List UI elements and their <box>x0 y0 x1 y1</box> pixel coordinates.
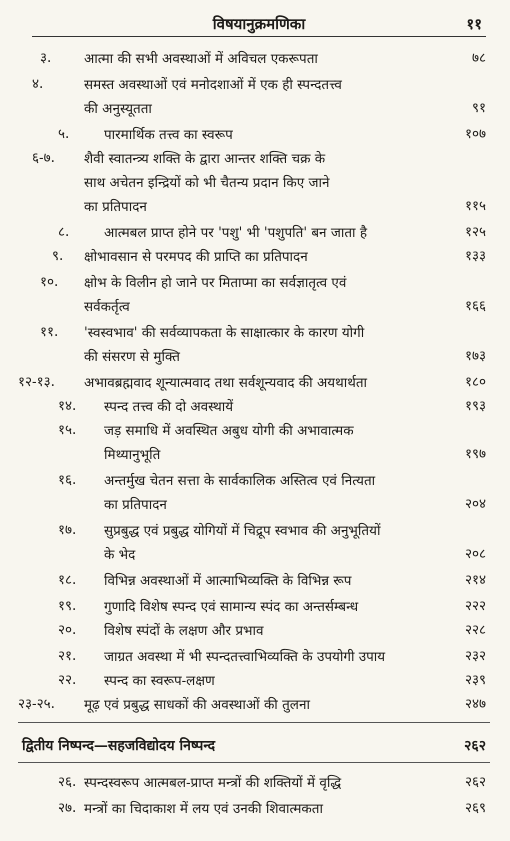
header-page-number: ११ <box>466 15 482 33</box>
entry-title <box>104 222 367 246</box>
entry-number: १२-१३. <box>18 374 55 390</box>
entry-page-number: १३३ <box>464 248 486 264</box>
entry-title-line: क्षोभ के विलीन हो जाने पर मिताप्मा का सर्वज्ञातृत्व एवं <box>84 275 347 291</box>
entry-page-number: २६९ <box>464 800 486 816</box>
entry-title-line: 'स्वस्वभाव' की सर्वव्यापकता के साक्षात्कार के कारण योगी <box>84 325 365 341</box>
entry-number: ६-७. <box>32 150 55 166</box>
entry-number: १७. <box>58 522 77 538</box>
entry-title <box>104 520 380 568</box>
entry-title <box>84 246 308 270</box>
entry-title <box>104 124 233 148</box>
entry-title <box>84 48 318 72</box>
entry-number: २०. <box>58 622 77 638</box>
entry-title-line: का प्रतिपादन <box>84 199 147 215</box>
entry-page-number: ७८ <box>471 50 486 66</box>
entry-number: ३. <box>40 50 52 66</box>
entry-title-line: स्पन्दस्वरूप आत्मबल-प्राप्त मन्त्रों की शक्तियों में वृद्धि <box>84 775 342 791</box>
entry-number: ११. <box>40 324 59 340</box>
entry-page-number: १०७ <box>464 126 486 142</box>
entry-title-line: आत्मा की सभी अवस्थाओं में अविचल एकरूपता <box>84 51 318 67</box>
entry-title-line: क्षोभावसान से परमपद की प्राप्ति का प्रतिपादन <box>84 249 308 265</box>
entry-number: १९. <box>58 598 77 614</box>
entry-title-line: सर्वकर्तृत्व <box>84 299 130 315</box>
entry-title <box>84 694 310 718</box>
entry-page-number: ११५ <box>464 198 486 214</box>
section-underline <box>18 762 490 763</box>
entry-title-line: की संसरण से मुक्ति <box>84 349 180 365</box>
entry-number: २७. <box>58 800 77 816</box>
entry-title <box>104 646 385 670</box>
entry-page-number: २२२ <box>464 598 486 614</box>
section-divider <box>18 722 490 723</box>
entry-page-number: १६६ <box>464 298 486 314</box>
entry-title-line: सुप्रबुद्ध एवं प्रबुद्ध योगियों में चिद्रूप स्वभाव की अनुभूतियों <box>104 523 381 539</box>
entry-number: १४. <box>58 398 77 414</box>
entry-title-line: पारमार्थिक तत्त्व का स्वरूप <box>104 127 233 143</box>
entry-page-number: २०४ <box>464 496 486 512</box>
entry-number: ५. <box>58 126 70 142</box>
entry-title-line: आत्मबल प्राप्त होने पर 'पशु' भी 'पशुपति' बन जाता है <box>104 225 367 241</box>
entry-title-line: शैवी स्वातन्त्र्य शक्ति के द्वारा आन्तर शक्ति चक्र के <box>84 151 326 167</box>
entry-title <box>104 396 233 420</box>
entry-title <box>104 670 215 694</box>
entry-title <box>84 322 364 370</box>
entry-number: १०. <box>40 274 59 290</box>
entry-title <box>104 470 375 518</box>
entry-page-number: २६२ <box>464 774 486 790</box>
entry-title-line: विशेष स्पंदों के लक्षण और प्रभाव <box>104 623 264 639</box>
entry-page-number: २२८ <box>464 622 486 638</box>
entry-number: २२. <box>58 672 77 688</box>
entry-page-number: १२५ <box>464 224 486 240</box>
entry-title-line: अभावब्रह्मवाद शून्यात्मवाद तथा सर्वशून्यवाद की अयथार्थता <box>84 375 368 391</box>
entry-page-number: २१४ <box>464 572 486 588</box>
section-page-number: २६२ <box>464 738 486 754</box>
entry-title <box>84 798 323 822</box>
entry-title <box>84 772 341 796</box>
entry-page-number: १८० <box>464 374 486 390</box>
entry-title <box>84 272 346 320</box>
entry-title-line: का प्रतिपादन <box>104 497 167 513</box>
entry-page-number: १७३ <box>464 348 486 364</box>
entry-title-line: अन्तर्मुख चेतन सत्ता के सार्वकालिक अस्तित्व एवं नित्यता <box>104 473 376 489</box>
entry-title-line: जड़ समाधि में अवस्थित अबुध योगी की अभावात्मक <box>104 423 354 439</box>
entry-number: ४. <box>32 76 44 92</box>
entry-title-line: मन्त्रों का चिदाकाश में लय एवं उनकी शिवात्मकता <box>84 801 323 817</box>
entry-title-line: गुणादि विशेष स्पन्द एवं सामान्य स्पंद का अन्तर्सम्बन्ध <box>104 599 359 615</box>
entry-title <box>104 570 351 594</box>
entry-page-number: २३९ <box>464 672 486 688</box>
entry-number: ९. <box>52 248 64 264</box>
entry-title <box>104 420 354 468</box>
section-title: द्वितीय निष्पन्द—सहजविद्योदय निष्पन्द <box>22 738 216 754</box>
page-title: विषयानुक्रमणिका <box>212 15 306 33</box>
entry-title-line: मूढ़ एवं प्रबुद्ध साधकों की अवस्थाओं की तुलना <box>84 697 310 713</box>
entry-page-number: १९७ <box>464 446 486 462</box>
entry-title <box>104 620 264 644</box>
entry-number: २६. <box>58 774 77 790</box>
entry-title <box>84 74 342 122</box>
entry-number: २३-२५. <box>18 696 55 712</box>
entry-page-number: १९३ <box>464 398 486 414</box>
entry-title-line: मिथ्यानुभूति <box>104 447 161 463</box>
entry-page-number: २०८ <box>464 546 486 562</box>
entry-title-line: के भेद <box>104 547 136 563</box>
entry-title-line: स्पन्द तत्त्व की दो अवस्थायें <box>104 399 234 415</box>
entry-title-line: जाग्रत अवस्था में भी स्पन्दतत्त्वाभिव्यक्ति के उपयोगी उपाय <box>104 649 386 665</box>
entry-page-number: २४७ <box>464 696 486 712</box>
entry-page-number: २३२ <box>464 648 486 664</box>
entry-title <box>84 372 367 396</box>
entry-title-line: विभिन्न अवस्थाओं में आत्माभिव्यक्ति के विभिन्न रूप <box>104 573 352 589</box>
entry-title <box>84 148 330 220</box>
entry-number: १५. <box>58 422 77 438</box>
entry-number: २१. <box>58 648 77 664</box>
entry-page-number: ९१ <box>471 100 486 116</box>
entry-number: ८. <box>58 224 70 240</box>
page-header <box>32 14 486 37</box>
entry-title-line: स्पन्द का स्वरूप-लक्षण <box>104 673 215 689</box>
entry-number: १६. <box>58 472 77 488</box>
entry-number: १८. <box>58 572 77 588</box>
entry-title-line: समस्त अवस्थाओं एवं मनोदशाओं में एक ही स्पन्दतत्त्व <box>84 77 342 93</box>
entry-title-line: साथ अचेतन इन्द्रियों को भी चैतन्य प्रदान किए जाने <box>84 175 330 191</box>
entry-title <box>104 596 358 620</box>
entry-title-line: की अनुस्यूतता <box>84 101 152 117</box>
